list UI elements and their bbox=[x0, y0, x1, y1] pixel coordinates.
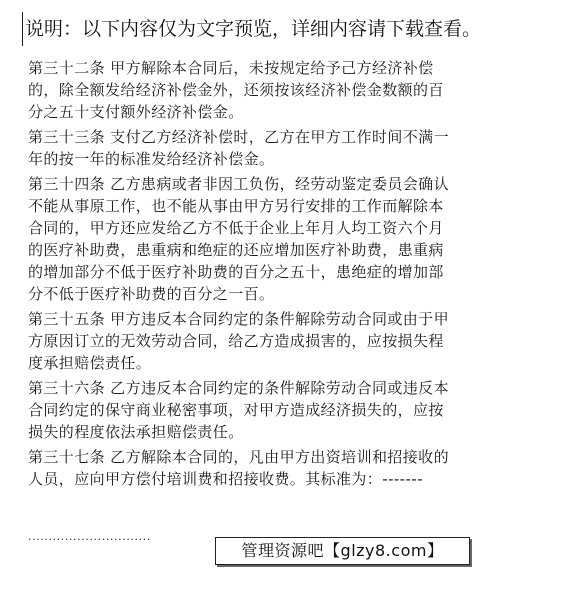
clause-32 bbox=[28, 57, 558, 123]
clause-line: 年的按一年的标准发给经济补偿金。 bbox=[28, 150, 275, 168]
clause-line: 方原因订立的无效劳动合同，给乙方造成损害的，应按损失程 bbox=[28, 332, 444, 350]
clause-33 bbox=[28, 126, 558, 170]
clause-line: 人员，应向甲方偿付培训费和招接收费。其标准为：------- bbox=[28, 470, 423, 488]
clause-line: 第三十三条 支付乙方经济补偿时，乙方在甲方工作时间不满一 bbox=[28, 128, 449, 146]
clause-line: 分之五十支付额外经济补偿金。 bbox=[28, 103, 244, 121]
clause-36 bbox=[28, 377, 558, 443]
clause-line: 第三十五条 甲方违反本合同约定的条件解除劳动合同或由于甲 bbox=[28, 310, 449, 328]
clause-line: 的医疗补助费，患重病和绝症的还应增加医疗补助费，患重病 bbox=[28, 241, 444, 259]
clause-37 bbox=[28, 446, 558, 490]
clause-line: 不能从事原工作，也不能从事由甲方另行安排的工作而解除本 bbox=[28, 197, 444, 215]
clause-line: 的，除全额发给经济补偿金外，还须按该经济补偿金数额的百 bbox=[28, 81, 444, 99]
truncation-dots: ······························ bbox=[28, 533, 151, 546]
clause-line: 分不低于医疗补助费的百分之一百。 bbox=[28, 285, 275, 303]
preview-notice: 说明：以下内容仅为文字预览，详细内容请下载查看。 bbox=[22, 12, 575, 46]
download-link-box[interactable]: 管理资源吧【glzy8.com】 bbox=[215, 537, 470, 565]
clause-34 bbox=[28, 173, 558, 305]
document-body bbox=[28, 57, 558, 493]
clause-line: 合同约定的保守商业秘密事项，对甲方造成经济损失的，应按 bbox=[28, 401, 444, 419]
clause-line: 第三十六条 乙方违反本合同约定的条件解除劳动合同或违反本 bbox=[28, 379, 449, 397]
clause-line: 的增加部分不低于医疗补助费的百分之五十，患绝症的增加部 bbox=[28, 263, 444, 281]
clause-line: 第三十二条 甲方解除本合同后，未按规定给予己方经济补偿 bbox=[28, 59, 434, 77]
clause-line: 第三十七条 乙方解除本合同的，凡由甲方出资培训和招接收的 bbox=[28, 448, 449, 466]
clause-line: 损失的程度依法承担赔偿责任。 bbox=[28, 423, 244, 441]
clause-line: 第三十四条 乙方患病或者非因工负伤，经劳动鉴定委员会确认 bbox=[28, 175, 449, 193]
clause-line: 合同的，甲方还应发给乙方不低于企业上年月人均工资六个月 bbox=[28, 219, 444, 237]
clause-35 bbox=[28, 308, 558, 374]
clause-line: 度承担赔偿责任。 bbox=[28, 354, 152, 372]
